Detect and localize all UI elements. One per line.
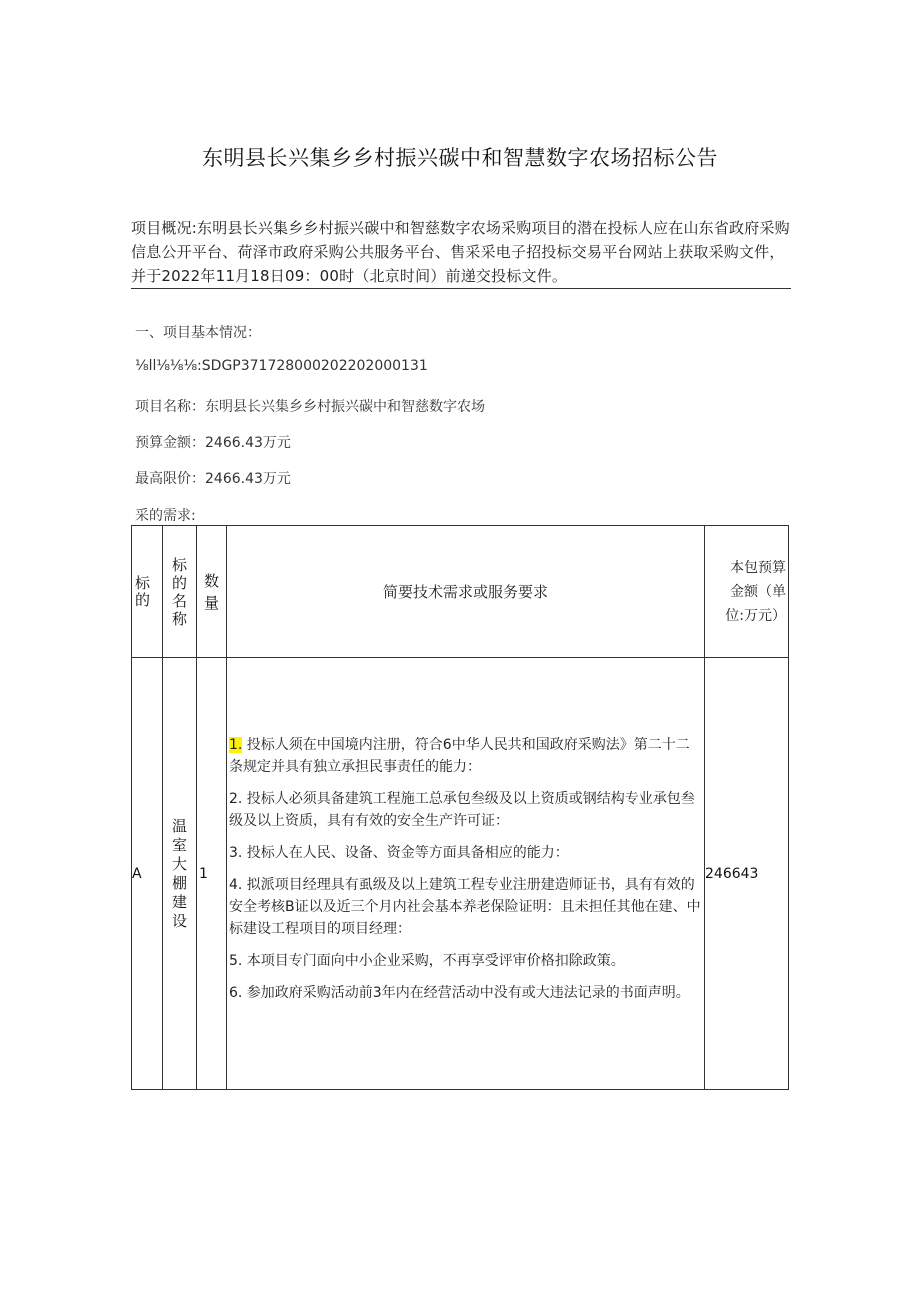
lot-id: A bbox=[132, 658, 163, 1090]
header-lot-name: 标 的 名 称 bbox=[163, 526, 197, 658]
header-quantity: 数 量 bbox=[197, 526, 227, 658]
overview-divider bbox=[131, 288, 791, 289]
list-item: 4. 拟派项目经理具有虱级及以上建筑工程专业注册建造师证书，具有有效的安全考核B证以及近三个月内社会基本养老保险证明：且未担任其他在建、中标建设工程项目的项目经理： bbox=[229, 876, 701, 937]
list-item: 1. 投标人须在中国境内注册，符合6中华人民共和国政府采购法》第二十二条规定并具有独立承担民事责任的能力： bbox=[229, 736, 690, 775]
project-code: ⅛ll⅛⅛⅛:SDGP371728000202202000131 bbox=[135, 358, 428, 374]
header-budget: 本包预算 金额（单 位:万元） bbox=[705, 526, 789, 658]
list-item: 3. 投标人在人民、设备、资金等方面具备相应的能力： bbox=[229, 844, 569, 861]
requirements-table bbox=[131, 525, 789, 1090]
page-title: 东明县长兴集乡乡村振兴碳中和智慧数字农场招标公告 bbox=[202, 146, 718, 170]
requirement-label: 采的需求: bbox=[135, 508, 196, 524]
header-lot: 标的 bbox=[132, 526, 163, 658]
section-heading: 一、项目基本情况： bbox=[135, 325, 261, 341]
lot-budget: 246643 bbox=[705, 658, 789, 1090]
lot-name: 温 室 大 棚 建 设 bbox=[163, 658, 197, 1090]
list-item: 5. 本项目专门面向中小企业采购，不再享受评审价格扣除政策。 bbox=[229, 952, 625, 969]
budget-amount: 预算金额：2466.43万元 bbox=[135, 435, 291, 451]
list-item: 6. 参加政府采购活动前3年内在经营活动中没有或大违法记录的书面声明。 bbox=[229, 984, 690, 1001]
project-overview: 项目概况:东明县长兴集乡乡村振兴碳中和智慈数字农场采购项目的潜在投标人应在山东省政府采购信息公开平台、荷泽市政府采购公共服务平台、售采采电子招投标交易平台网站上获取采购文件，并于2022年11月18日09：00时（北京时间）前递交投标文件。 bbox=[131, 219, 790, 285]
max-price: 最高限价：2466.43万元 bbox=[135, 471, 291, 487]
table-header-row bbox=[132, 526, 789, 658]
lot-quantity: 1 bbox=[197, 658, 227, 1090]
project-name: 项目名称：东明县长兴集乡乡村振兴碳中和智慈数字农场 bbox=[135, 399, 485, 415]
table-row bbox=[132, 658, 789, 1090]
header-requirements: 简要技术需求或服务要求 bbox=[227, 526, 705, 658]
requirements-cell bbox=[227, 658, 705, 1090]
list-item: 2. 投标人必须具备建筑工程施工总承包叁级及以上资质或钢结构专业承包叁级及以上资质，具有有效的安全生产许可证： bbox=[229, 790, 695, 829]
